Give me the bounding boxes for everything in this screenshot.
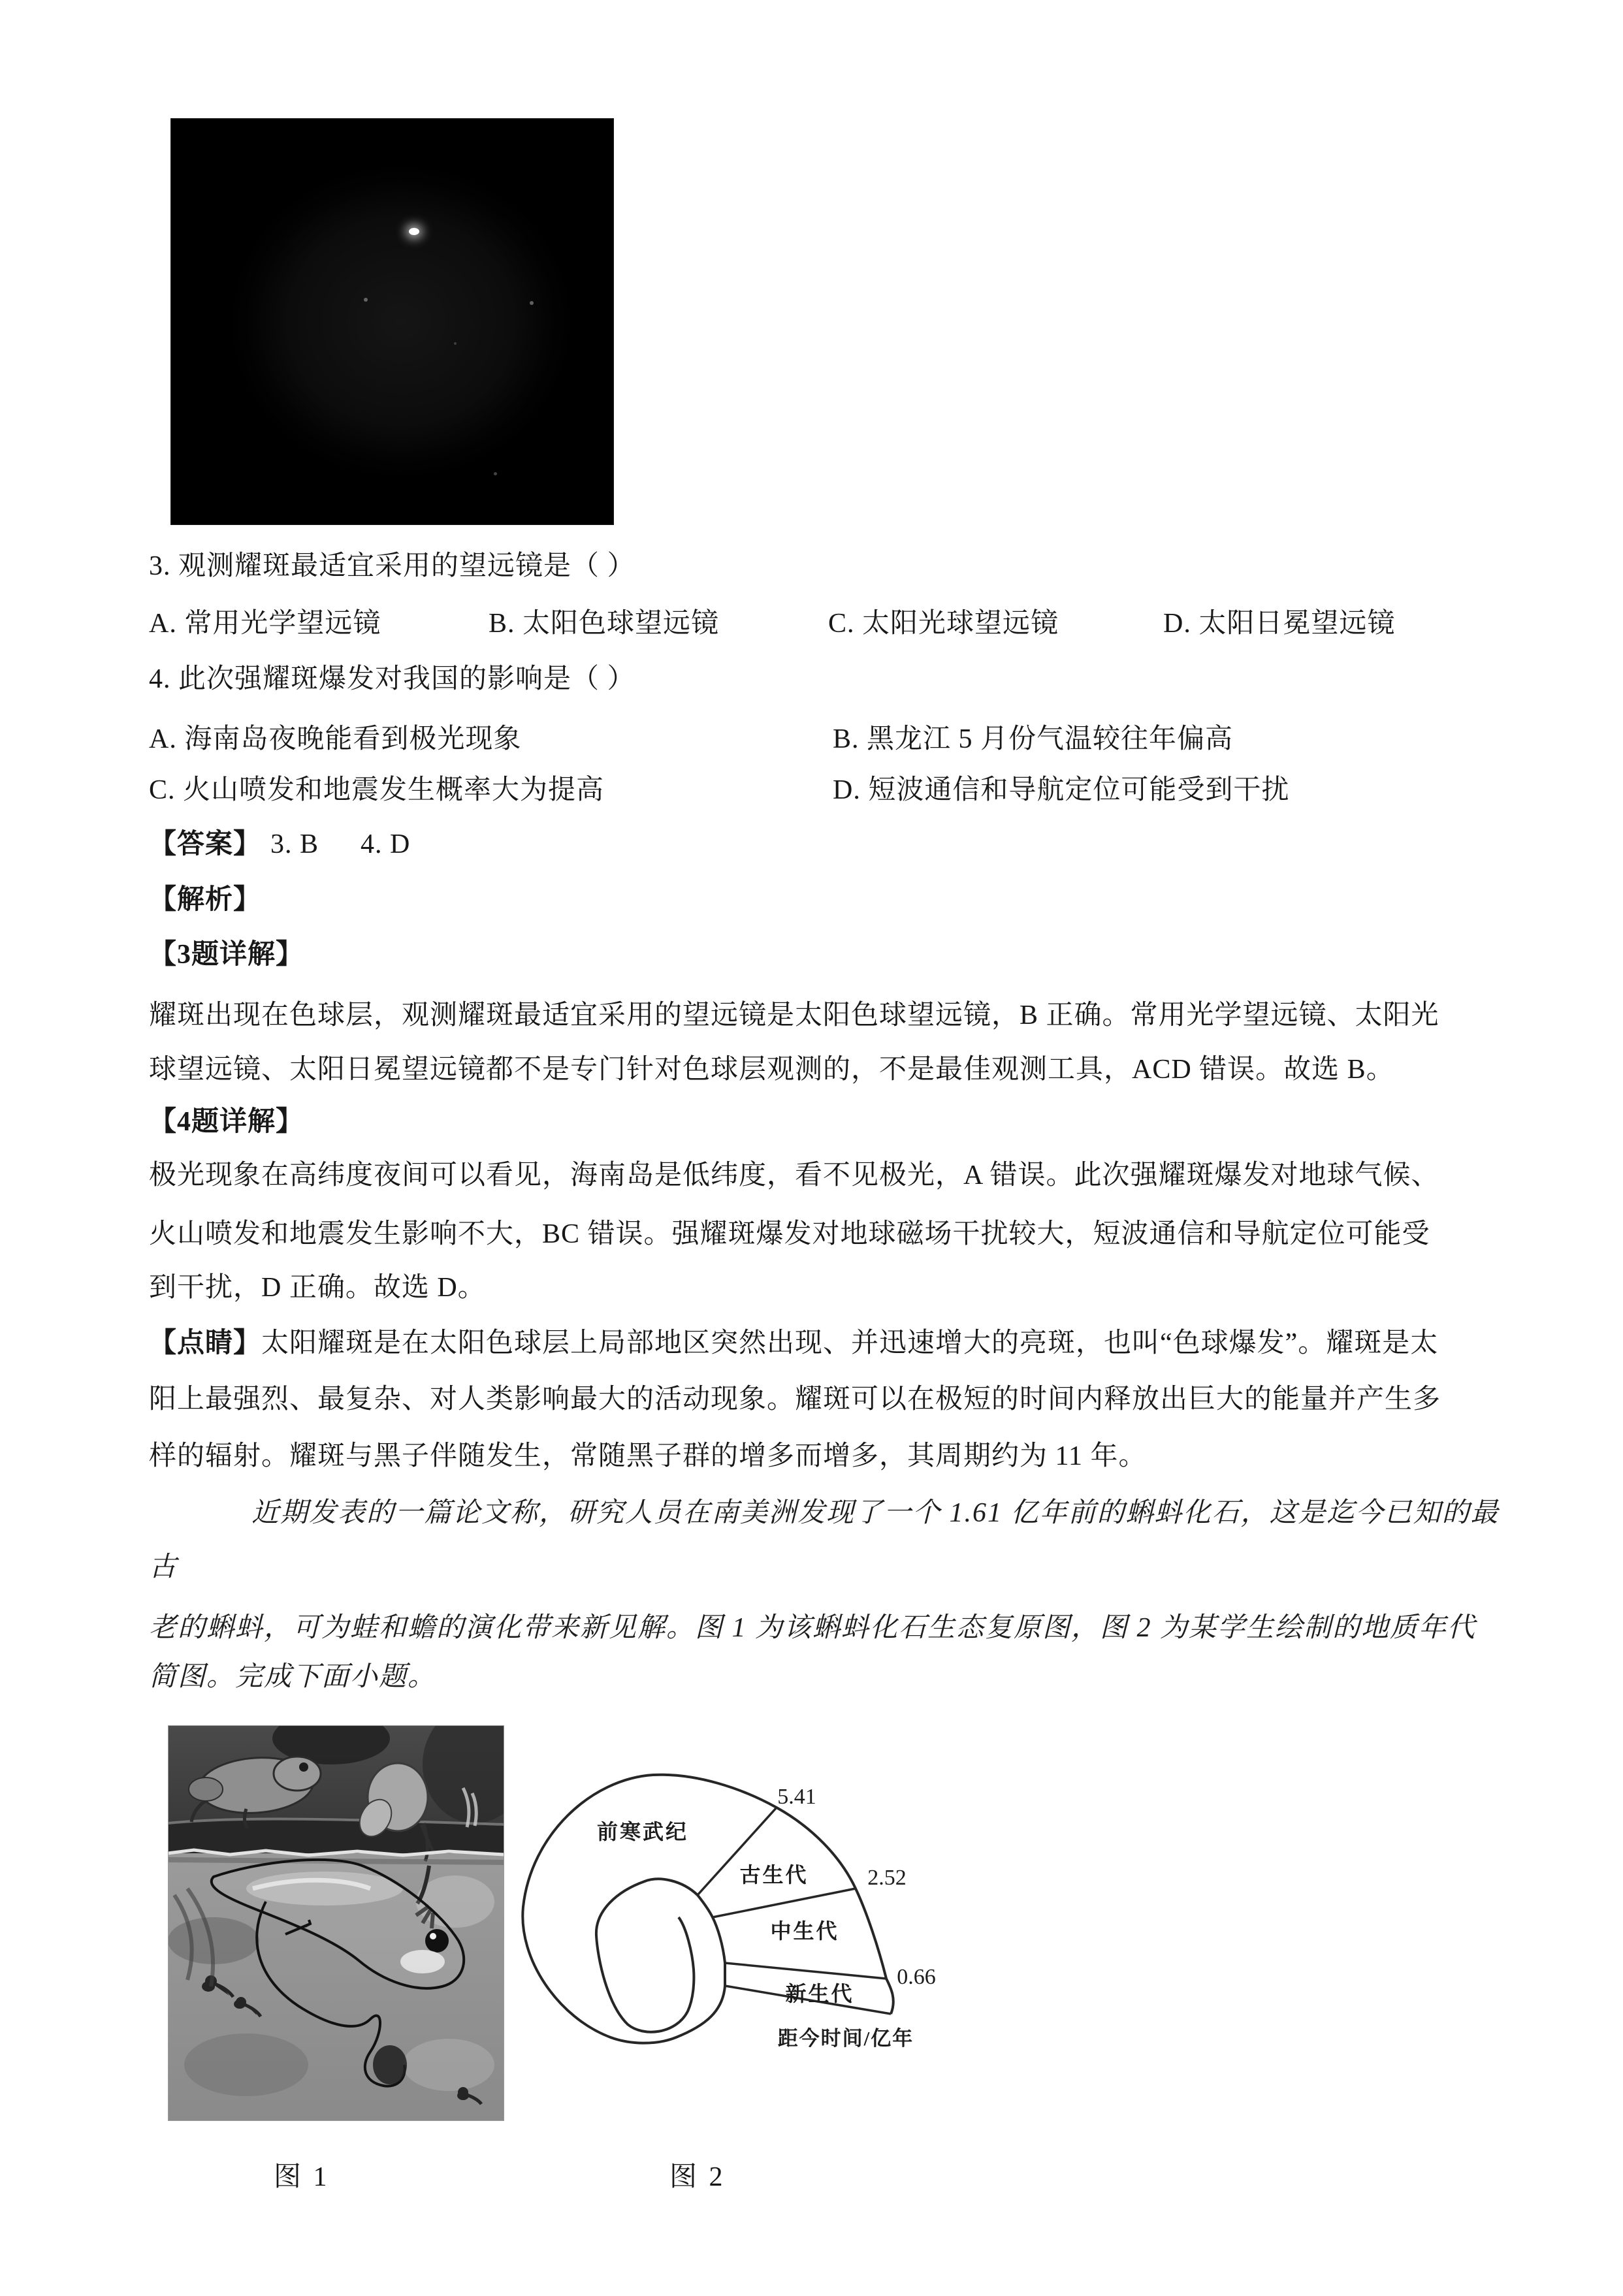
tadpole-eye [425, 1929, 449, 1953]
detail3-line: 球望远镜、太阳日冕望远镜都不是专门针对色球层观测的，不是最佳观测工具，ACD 错误。故选 B。 [149, 1055, 1394, 1085]
star-speck [454, 342, 457, 345]
question-3-number: 3. [149, 551, 171, 581]
q4-option-c: C. 火山喷发和地震发生概率大为提高 [149, 775, 605, 805]
q4-option-d: D. 短波通信和导航定位可能受到干扰 [833, 775, 1290, 805]
passage-line-4: 简图。完成下面小题。 [149, 1662, 437, 1692]
solar-disk [171, 119, 613, 524]
detail3-line: 耀斑出现在色球层，观测耀斑最适宜采用的望远镜是太阳色球望远镜，B 正确。常用光学望远镜、太阳光 [149, 1000, 1439, 1030]
answer-q4: 4. D [361, 829, 411, 859]
era-label-cenozoic: 新生代 [785, 1982, 854, 2005]
tip-marker: 【点睛】 [149, 1328, 262, 1358]
tip-line-3: 样的辐射。耀斑与黑子伴随发生，常随黑子群的增多而增多，其周期约为 11 年。 [149, 1441, 1147, 1471]
boundary-2-52: 2.52 [867, 1866, 907, 1890]
tip-line-2: 阳上最强烈、最复杂、对人类影响最大的活动现象。耀斑可以在极短的时间内释放出巨大的能量并产生多 [149, 1384, 1441, 1414]
answer-q3: 3. B [270, 829, 319, 859]
detail4-line: 极光现象在高纬度夜间可以看见，海南岛是低纬度，看不见极光，A 错误。此次强耀斑爆发对地球气候、 [149, 1160, 1439, 1190]
answer-marker: 【答案】 [149, 829, 262, 859]
axis-label-time: 距今时间/亿年 [777, 2027, 914, 2050]
passage-line-2: 古 [149, 1552, 178, 1582]
tip-line-1: 【点睛】太阳耀斑是在太阳色球层上局部地区突然出现、并迅速增大的亮斑，也叫“色球爆发”。耀斑是太 [149, 1328, 1439, 1358]
solar-flare-photo [170, 118, 614, 525]
boundary-5-41: 5.41 [777, 1785, 816, 1809]
passage-line-3: 老的蝌蚪，可为蛙和蟾的演化带来新见解。图 1 为该蝌蚪化石生态复原图，图 2 为某学生绘制的地质年代 [149, 1613, 1477, 1643]
question-4-stem: 4. 此次强耀斑爆发对我国的影响是（ ） [149, 664, 635, 694]
detail3-marker: 【3题详解】 [149, 940, 304, 970]
boundary-0-66: 0.66 [897, 1965, 936, 1989]
figure2-caption: 图 2 [669, 2162, 726, 2192]
q3-option-d: D. 太阳日冕望远镜 [1163, 609, 1396, 639]
q4-option-b: B. 黑龙江 5 月份气温较往年偏高 [833, 724, 1234, 754]
figure1-caption: 图 1 [274, 2162, 330, 2192]
question-4-number: 4. [149, 664, 171, 694]
era-label-paleozoic: 古生代 [739, 1863, 809, 1887]
star-speck [530, 301, 534, 305]
q4-option-a: A. 海南岛夜晚能看到极光现象 [149, 724, 522, 754]
era-label-precambrian: 前寒武纪 [596, 1820, 689, 1843]
detail4-marker: 【4题详解】 [149, 1107, 304, 1137]
tadpole-fossil-illustration [168, 1725, 504, 2121]
passage-line-1: 近期发表的一篇论文称，研究人员在南美洲发现了一个 1.61 亿年前的蝌蚪化石，这是迄今已知的最 [251, 1498, 1500, 1528]
divider-0-66 [725, 1963, 886, 1979]
detail4-line: 到干扰，D 正确。故选 D。 [149, 1273, 486, 1303]
q3-option-b: B. 太阳色球望远镜 [489, 609, 720, 639]
q3-option-c: C. 太阳光球望远镜 [828, 609, 1059, 639]
question-3-stem: 3. 观测耀斑最适宜采用的望远镜是（ ） [149, 551, 635, 581]
q3-option-a: A. 常用光学望远镜 [149, 609, 381, 639]
analysis-marker: 【解析】 [149, 885, 262, 915]
detail4-line: 火山喷发和地震发生影响不大，BC 错误。强耀斑爆发对地球磁场干扰较大，短波通信和导航定位可能受 [149, 1219, 1430, 1249]
divider-2-52 [713, 1889, 856, 1917]
geologic-time-spiral-diagram [519, 1763, 944, 2057]
era-label-mesozoic: 中生代 [770, 1919, 839, 1943]
star-speck [364, 298, 368, 302]
answer-line [149, 828, 410, 861]
